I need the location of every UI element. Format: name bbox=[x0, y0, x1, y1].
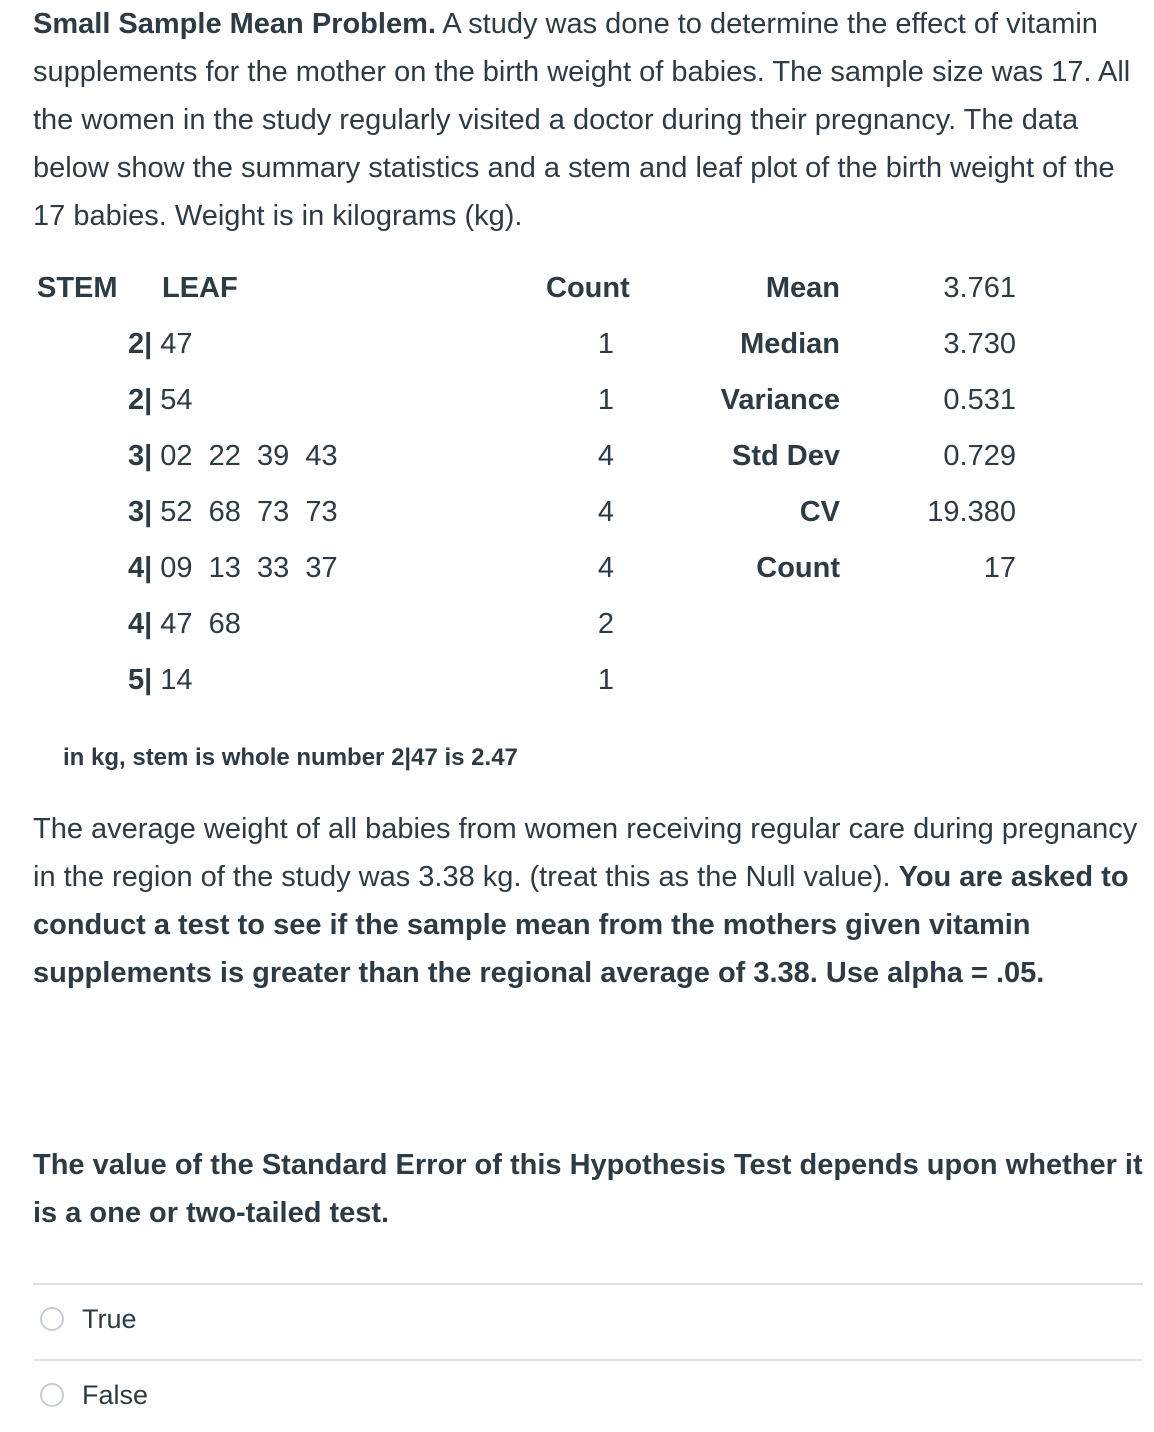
hypothesis-description bbox=[33, 805, 1143, 997]
leaf-values: 54 bbox=[152, 384, 193, 416]
stem-leaf-row bbox=[128, 376, 193, 424]
stat-label-cv: CV bbox=[799, 496, 840, 528]
stem-value: 4| bbox=[128, 608, 153, 640]
stem-leaf-key: in kg, stem is whole number 2|47 is 2.47 bbox=[63, 744, 518, 771]
answer-label: False bbox=[82, 1379, 149, 1410]
stem-leaf-row bbox=[128, 488, 338, 536]
stat-value-count: 17 bbox=[983, 552, 1016, 584]
stem-value: 2| bbox=[128, 384, 153, 416]
stem-leaf-row bbox=[128, 656, 193, 704]
leaf-values: 02 22 39 43 bbox=[152, 440, 338, 472]
stem-value: 4| bbox=[128, 552, 153, 584]
null-value-text: The average weight of all babies from women receiving regular care during pregnancy in the region of the study was 3.38 kg. (treat this as the Null value). bbox=[33, 813, 1138, 893]
row-count: 1 bbox=[597, 328, 614, 360]
answer-option-true[interactable] bbox=[40, 1299, 137, 1339]
problem-intro bbox=[33, 0, 1143, 240]
stat-label-count: Count bbox=[756, 552, 840, 584]
row-count: 4 bbox=[597, 440, 614, 472]
stem-value: 5| bbox=[128, 664, 153, 696]
stem-leaf-row bbox=[128, 544, 338, 592]
radio-button[interactable] bbox=[40, 1383, 64, 1407]
stat-value-median: 3.730 bbox=[943, 328, 1016, 360]
leaf-values: 47 bbox=[152, 328, 193, 360]
row-count: 1 bbox=[597, 384, 614, 416]
count-header: Count bbox=[546, 272, 630, 304]
leaf-values: 09 13 33 37 bbox=[152, 552, 338, 584]
leaf-values: 52 68 73 73 bbox=[152, 496, 338, 528]
answer-label: True bbox=[82, 1303, 137, 1334]
leaf-values: 47 68 bbox=[152, 608, 241, 640]
answer-divider bbox=[33, 1359, 1143, 1361]
problem-heading: Small Sample Mean Problem. bbox=[33, 8, 436, 40]
stat-value-variance: 0.531 bbox=[943, 384, 1016, 416]
row-count: 4 bbox=[597, 552, 614, 584]
row-count: 2 bbox=[597, 608, 614, 640]
stem-value: 3| bbox=[128, 440, 153, 472]
stem-leaf-row bbox=[128, 320, 193, 368]
stat-value-mean: 3.761 bbox=[943, 272, 1016, 304]
answer-option-false[interactable] bbox=[40, 1375, 148, 1415]
stem-leaf-row bbox=[128, 432, 338, 480]
radio-button[interactable] bbox=[40, 1307, 64, 1331]
stem-header: STEM bbox=[37, 272, 118, 304]
stat-value-std-dev: 0.729 bbox=[943, 440, 1016, 472]
stat-label-variance: Variance bbox=[720, 384, 840, 416]
stem-value: 3| bbox=[128, 496, 153, 528]
question-text: The value of the Standard Error of this Hypothesis Test depends upon whether it is a one or two-tailed test. bbox=[33, 1149, 1143, 1229]
leaf-header: LEAF bbox=[162, 272, 238, 304]
row-count: 1 bbox=[597, 664, 614, 696]
stat-label-median: Median bbox=[740, 328, 840, 360]
stat-label-mean: Mean bbox=[765, 272, 840, 304]
problem-description: A study was done to determine the effect of vitamin supplements for the mother on the birth weight of babies. The sample size was 17. All the women in the study regularly visited a doctor during their pregnancy. The data below show the summary statistics and a stem and leaf plot of the birth weight of the 17 babies. Weight is in kilograms (kg). bbox=[33, 8, 1131, 232]
row-count: 4 bbox=[597, 496, 614, 528]
leaf-values: 14 bbox=[152, 664, 193, 696]
stem-leaf-row bbox=[128, 600, 241, 648]
stat-label-std-dev: Std Dev bbox=[732, 440, 840, 472]
stem-value: 2| bbox=[128, 328, 153, 360]
test-instructions: You are asked to conduct a test to see if the sample mean from the mothers given vitamin supplements is greater than the regional average of 3.38. Use alpha = .05. bbox=[33, 861, 1129, 989]
answer-divider bbox=[33, 1283, 1143, 1285]
stem-leaf-and-summary-table bbox=[0, 264, 1154, 704]
stat-value-cv: 19.380 bbox=[927, 496, 1016, 528]
